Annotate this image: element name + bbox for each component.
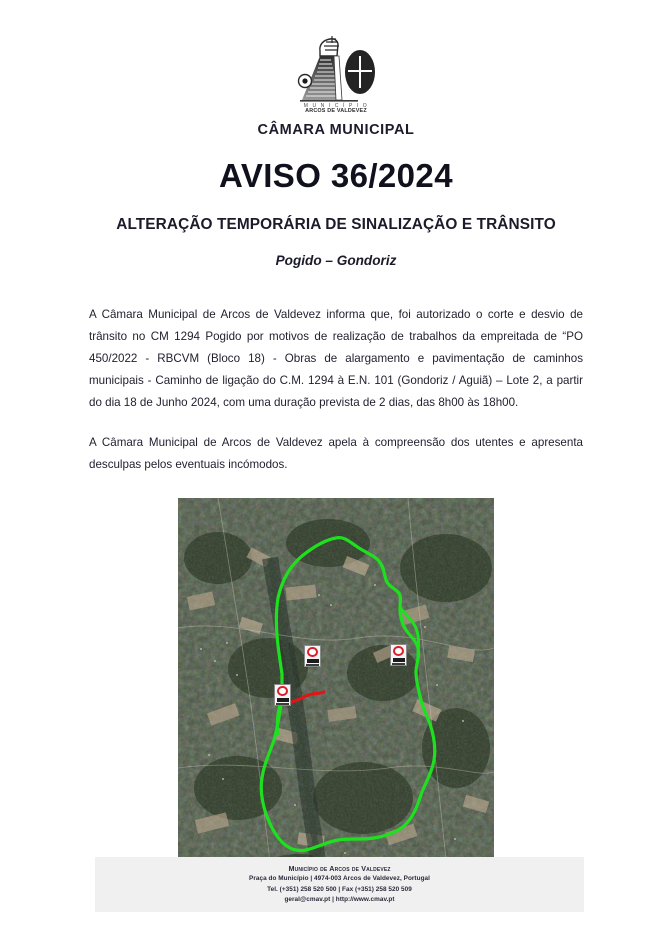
notice-subtitle: ALTERAÇÃO TEMPORÁRIA DE SINALIZAÇÃO E TRÂNSITO	[116, 216, 556, 233]
footer-municipality: Município de Arcos de Valdevez	[288, 863, 391, 873]
organization-heading: CÂMARA MUNICIPAL	[257, 122, 415, 138]
logo-block	[0, 0, 672, 112]
marker-label-bar-secondary	[306, 664, 319, 666]
satellite-map-image	[178, 498, 494, 896]
marker-label-bar	[393, 658, 405, 662]
no-entry-sign-marker-2[interactable]	[390, 644, 407, 666]
no-entry-sign-marker-1[interactable]	[274, 684, 291, 706]
paragraph-1: A Câmara Municipal de Arcos de Valdevez informa que, foi autorizado o corte e desvio de trânsito no CM 1294 Pogido por motivos de realização de trabalhos da empreitada de “PO 450/2022 - RBCVM (Bloco 18) - Obras de alargamento e pavimentação de caminhos municipais - Caminho de ligação do C.M. 1294 à E.N. 101 (Gondoriz / Aguiã) – Lote 2, a partir do dia 18 de Junho 2024, com uma duração prevista de 2 dias, das 8h00 às 18h00.	[89, 307, 583, 410]
marker-label-bar	[277, 698, 289, 702]
detour-map	[178, 498, 494, 896]
notice-title: AVISO 36/2024	[219, 157, 453, 194]
body-text	[89, 268, 583, 476]
marker-label-bar-secondary	[392, 663, 405, 665]
footer-phone: Tel. (+351) 258 520 500 | Fax (+351) 258 520 509	[267, 885, 412, 893]
paragraph-2: A Câmara Municipal de Arcos de Valdevez apela à compreensão dos utentes e apresenta desculpas pelos eventuais incómodos.	[89, 435, 583, 471]
footer-email-website: geral@cmav.pt | http://www.cmav.pt	[284, 895, 395, 903]
notice-place: Pogido – Gondoriz	[275, 253, 397, 268]
footer-address: Praça do Município | 4974-003 Arcos de Valdevez, Portugal	[249, 875, 430, 883]
no-entry-icon	[277, 686, 288, 696]
marker-label-bar	[307, 659, 319, 663]
document-footer	[95, 857, 584, 912]
logo-caption-line1: M U N I C Í P I O	[303, 103, 369, 109]
municipality-coat-of-arms-knight-icon	[290, 34, 382, 112]
no-entry-icon	[393, 646, 404, 656]
no-entry-sign-marker-3[interactable]	[304, 645, 321, 667]
marker-label-bar-secondary	[276, 703, 289, 705]
logo-caption-line2: ARCOS DE VALDEVEZ	[305, 108, 367, 112]
no-entry-icon	[307, 647, 318, 657]
